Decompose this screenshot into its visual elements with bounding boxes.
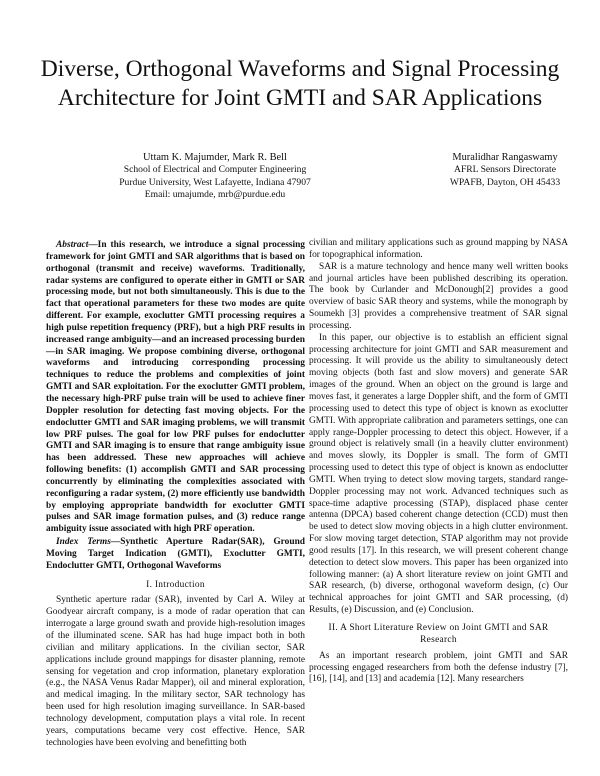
right-column bbox=[309, 238, 568, 686]
index-terms-text: —Synthetic Aperture Radar(SAR), Ground Moving Target Indication (GMTI), Exoclutter GMTI, Endoclutter GMTI, Orthogonal Waveforms bbox=[46, 537, 305, 571]
abstract-label: Abstract bbox=[56, 240, 89, 250]
abstract-text: —In this research, we introduce a signal processing framework for joint GMTI and SAR algorithms that is based on orthogonal (transmit and receive) waveforms. Traditionally, radar systems are configured to operate either in GMTI or SAR processing mode, but not both simultaneously. This is due to the fact that operational parameters for these two modes are quite different. For example, exoclutter GMTI processing requires a high pulse repetition frequency (PRF), but a high PRF results in increased range ambiguity—and an increased processing burden—in SAR imaging. We propose combining diverse, orthogonal waveforms and introducing corresponding processing techniques to reduce the problems and complexities of joint GMTI and SAR exploitation. For the exoclutter GMTI problem, the necessary high-PRF pulse train will be used to achieve finer Doppler resolution for detecting fast moving objects. For the endoclutter GMTI and SAR imaging problems, we will transmit low PRF pulses. The goal for low PRF pulses for endoclutter GMTI and SAR imaging is to ensure that range ambiguity issue has been addressed. These new approaches will achieve following benefits: (1) accomplish GMTI and SAR processing concurrently by eliminating the complexities associated with reconfiguring a radar system, (2) more efficiently use bandwidth by employing appropriate bandwidth for exoclutter GMTI pulses and SAR image formation pulses, and (3) reduce range ambiguity issue associated with high PRF operation. bbox=[46, 240, 305, 535]
left-column bbox=[46, 240, 305, 749]
section-heading-literature-review: II. A Short Literature Review on Joint GMTI and SAR Research bbox=[328, 623, 549, 645]
author-email: Email: umajumde, mrb@purdue.edu bbox=[144, 189, 286, 201]
section-heading-introduction: I. Introduction bbox=[146, 579, 205, 590]
index-terms bbox=[46, 537, 305, 573]
continued-paragraph: civilian and military applications such as ground mapping by NASA for topographical information. bbox=[309, 238, 568, 260]
author-block-afrl bbox=[420, 152, 590, 189]
abstract bbox=[46, 240, 305, 536]
author-affiliation: WPAFB, Dayton, OH 45433 bbox=[449, 176, 561, 188]
paper-title: Diverse, Orthogonal Waveforms and Signal Processing Architecture for Joint GMTI and SAR Applications bbox=[40, 56, 560, 111]
author-block-purdue bbox=[75, 152, 355, 202]
intro-paragraph: Synthetic aperture radar (SAR), invented by Carl A. Wiley at Goodyear aircraft company, is a mode of radar operation that can interrogate a large ground swath and provide high-resolution images of the illuminated scene. SAR has had huge impact both in both civilian and military applications. In the civilian sector, SAR applications include ground mappings for disaster planning, remote sensing for vegetation and crop information, planetary exploration (e.g., the NASA Venus Radar Mapper), oil and mineral exploration, and medical imaging. In the military sector, SAR technology has been used for high resolution imaging surveillance. In SAR-based technology development, computation plays a vital role. In recent years, computations became very cost effective. Hence, SAR technologies have been evolving and benefitting both bbox=[46, 595, 305, 748]
index-terms-label: Index Terms bbox=[56, 537, 111, 548]
sar-books-paragraph: SAR is a mature technology and hence many well written books and journal articles have been published describing its operation. The book by Curlander and McDonough[2] provides a good overview of basic SAR theory and systems, while the monograph by Soumekh [3] provides a comprehensive treatment of SAR signal processing. bbox=[309, 261, 568, 331]
literature-paragraph: As an important research problem, joint GMTI and SAR processing engaged researchers from both the defense industry [7], [16], [14], and [13] and academia [12]. Many researchers bbox=[309, 650, 568, 685]
author-names: Muralidhar Rangaswamy bbox=[452, 152, 558, 163]
author-names: Uttam K. Majumder, Mark R. Bell bbox=[143, 152, 287, 163]
author-affiliation: Purdue University, West Lafayette, Indiana 47907 bbox=[119, 176, 311, 188]
author-department: AFRL Sensors Directorate bbox=[454, 164, 556, 176]
objective-paragraph: In this paper, our objective is to establish an efficient signal processing architecture for joint GMTI and SAR measurement and processing. It will provide us the ability to simultaneously detect moving objects (both fast and slow movers) and generate SAR images of the ground. When an object on the ground is large and moves fast, it generates a large Doppler shift, and the form of GMTI processing used to detect this type of object is known as exoclutter GMTI. With appropriate calibration and parameters settings, one can apply range-Doppler processing to detect this object. However, if a ground object is relatively small (in a heavily clutter environment) and moves slowly, its Doppler is small. The form of GMTI processing used to detect this type of object is known as endoclutter GMTI. When trying to detect slow moving targets, standard range-Doppler processing may not work. Advanced techniques such as space-time adaptive processing (STAP), displaced phase center antenna (DPCA) based coherent change detection (CCD) must then be used to detect slow moving objects in a high clutter environment. For slow moving target detection, STAP algorithm may not provide good results [17]. In this research, we will present coherent change detection to detect slow movers. This paper has been organized into following manner: (a) A short literature review on joint GMTI and SAR research, (b) diverse, orthogonal waveform design, (c) Our technical approaches for joint GMTI and SAR processing, (d) Results, (e) Discussion, and (e) Conclusion. bbox=[309, 332, 568, 616]
author-department: School of Electrical and Computer Engineering bbox=[123, 164, 307, 176]
